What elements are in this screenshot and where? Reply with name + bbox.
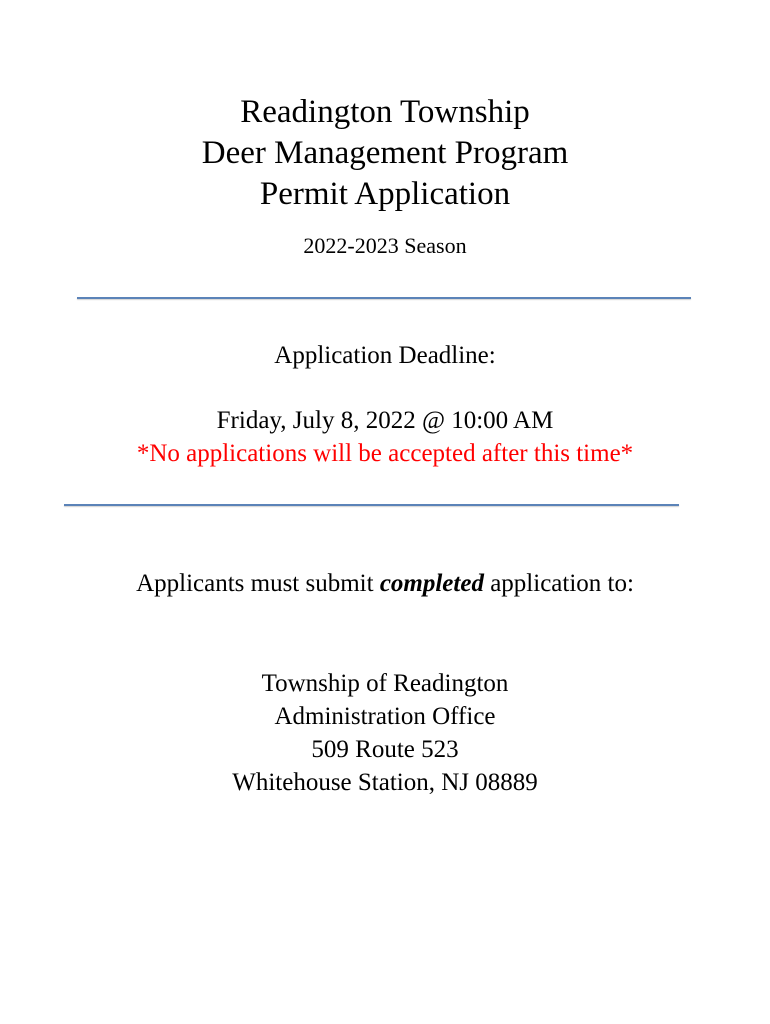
instruction-text-before: Applicants must submit xyxy=(136,570,380,597)
deadline-date: Friday, July 8, 2022 @ 10:00 AM xyxy=(216,407,554,434)
submission-instruction xyxy=(0,568,770,600)
divider-top xyxy=(77,297,691,299)
address-line-organization: Township of Readington xyxy=(261,670,509,697)
address-line-street: 509 Route 523 xyxy=(311,736,459,763)
deadline-warning: *No applications will be accepted after this time* xyxy=(136,440,634,467)
address-line-office: Administration Office xyxy=(274,703,496,730)
instruction-text-after: application to: xyxy=(483,570,634,597)
instruction-emphasis: completed xyxy=(379,570,484,597)
document-title xyxy=(0,92,770,215)
title-line-township: Readington Township xyxy=(240,94,530,130)
title-line-application: Permit Application xyxy=(259,176,511,212)
mailing-address xyxy=(0,667,770,799)
season-label: 2022-2023 Season xyxy=(303,233,467,258)
deadline-label: Application Deadline: xyxy=(274,342,496,369)
title-line-program: Deer Management Program xyxy=(201,135,569,171)
divider-bottom xyxy=(64,504,679,506)
address-line-city: Whitehouse Station, NJ 08889 xyxy=(232,769,538,796)
